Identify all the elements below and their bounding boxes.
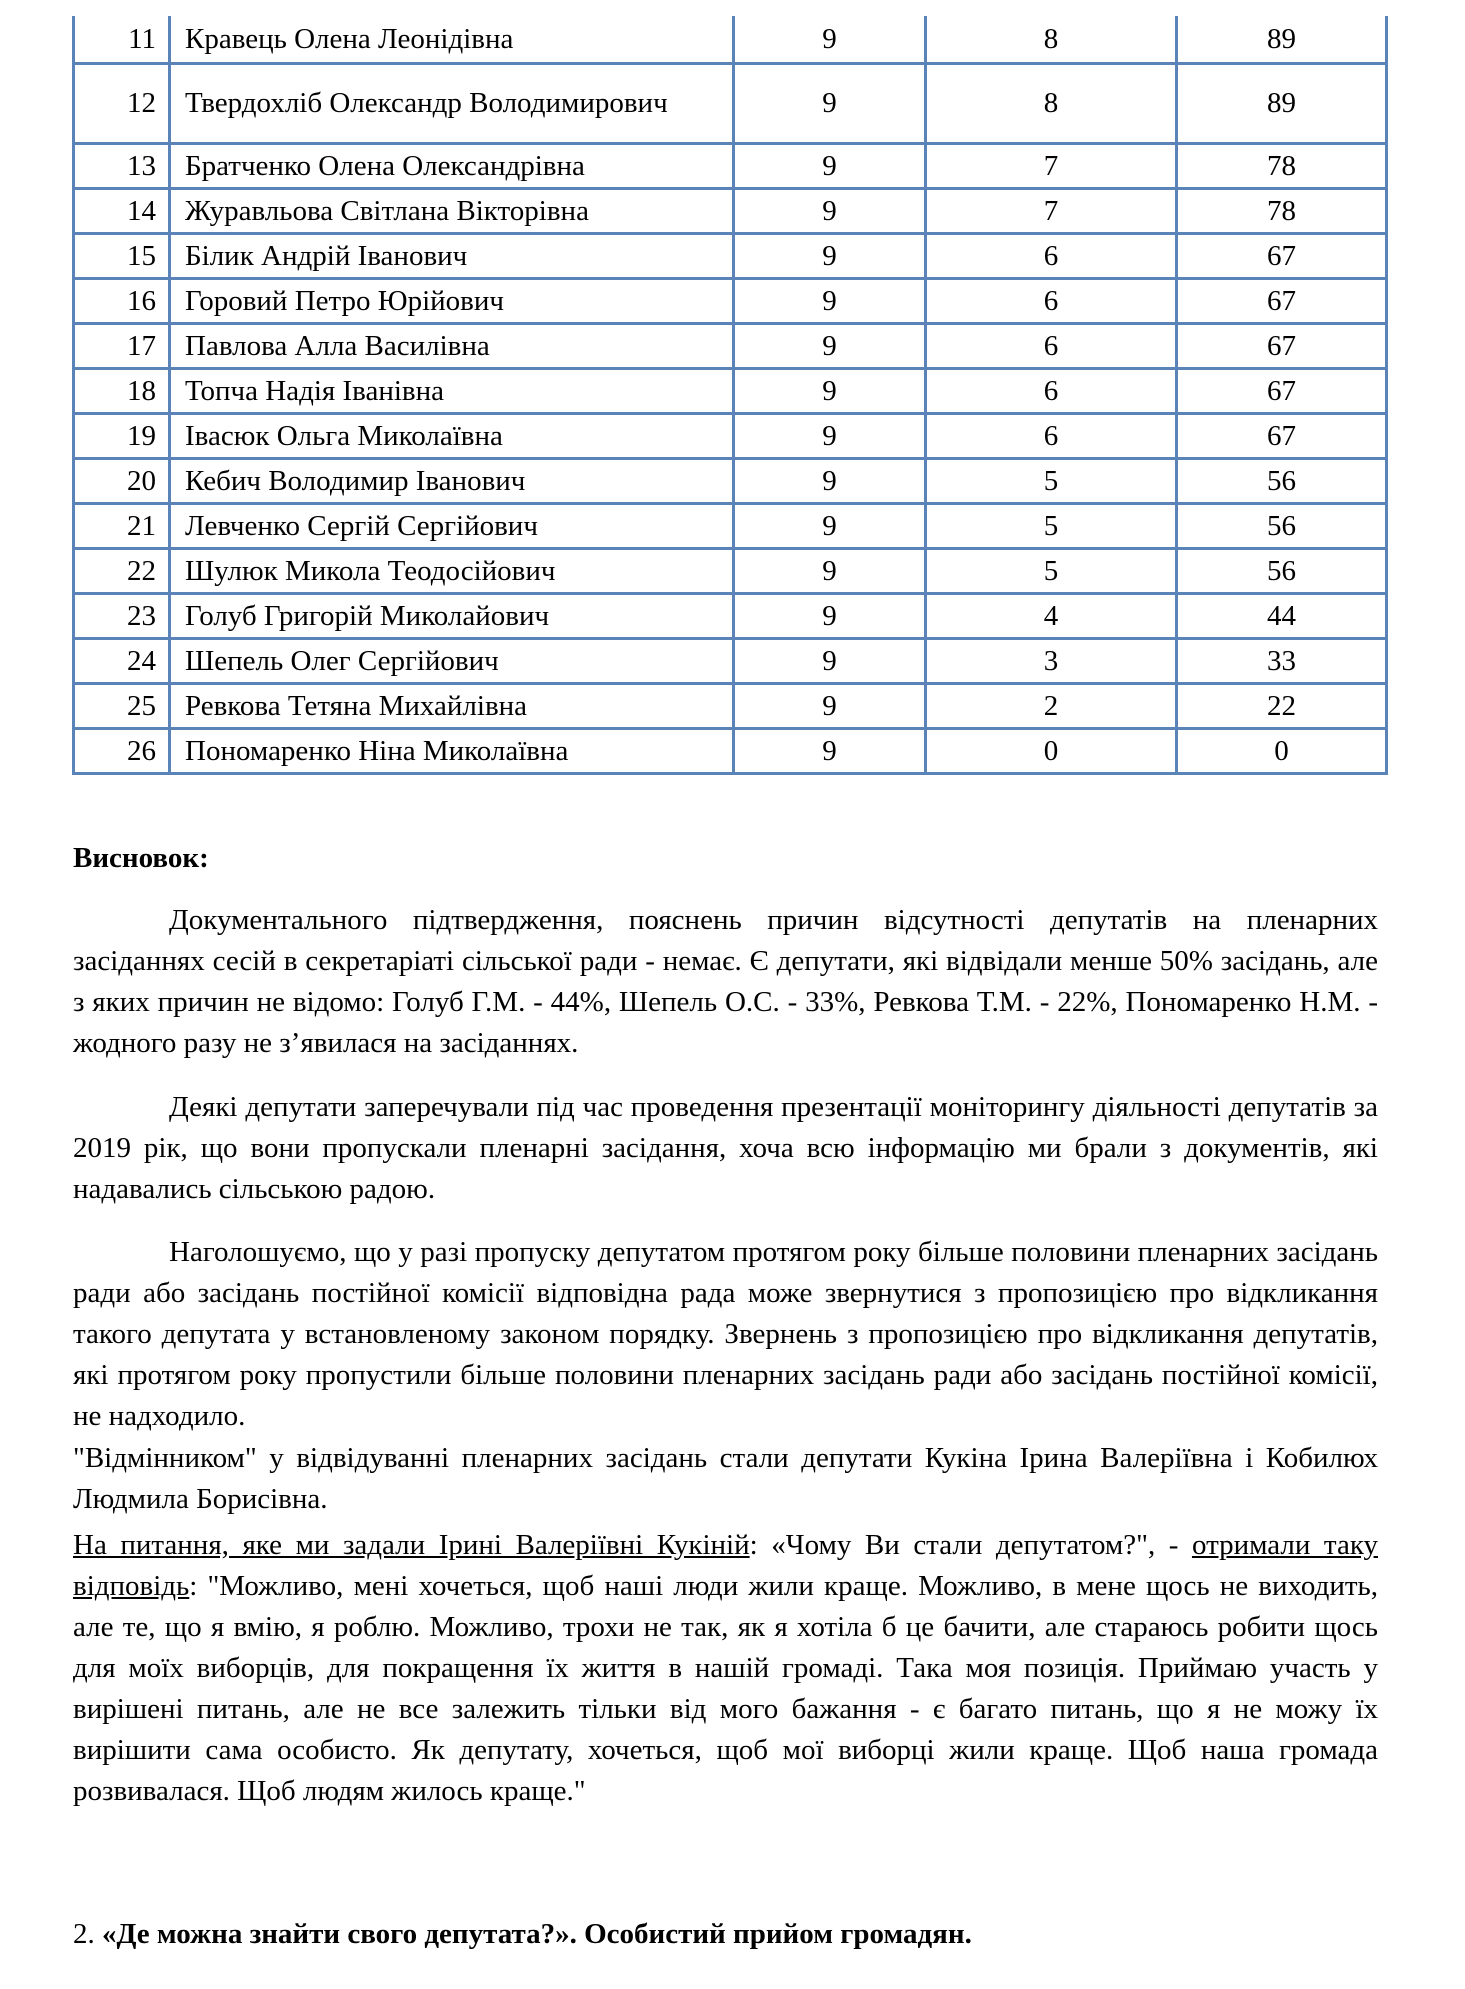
attendance-percent-cell: 67 — [1177, 278, 1387, 323]
total-sessions-cell: 9 — [734, 323, 926, 368]
deputy-name-cell: Братченко Олена Олександрівна — [170, 143, 734, 188]
total-sessions-cell: 9 — [734, 278, 926, 323]
attended-sessions-cell: 3 — [926, 638, 1177, 683]
deputy-name-cell: Шепель Олег Сергійович — [170, 638, 734, 683]
attendance-percent-cell: 56 — [1177, 458, 1387, 503]
total-sessions-cell: 9 — [734, 143, 926, 188]
total-sessions-cell: 9 — [734, 548, 926, 593]
section-2-title: «Де можна знайти свого депутата?». Особистий прийом громадян. — [102, 1918, 972, 1950]
attendance-percent-cell: 89 — [1177, 16, 1387, 63]
table-row — [74, 63, 1387, 143]
row-number-cell: 23 — [74, 593, 170, 638]
attendance-percent-cell: 22 — [1177, 683, 1387, 728]
table-row — [74, 728, 1387, 773]
attendance-percent-cell: 78 — [1177, 143, 1387, 188]
total-sessions-cell: 9 — [734, 16, 926, 63]
answer-text: : "Можливо, мені хочеться, щоб наші люди жили краще. Можливо, в мене щось не виходить, але те, що я вмію, я роблю. Можливо, трохи не так, як я хотіла б це бачити, але стараюсь робити щось для моїх виборців, для покращення їх життя в нашій громаді. Така моя позиція. Приймаю участь у вирішені питань, але не все залежить тільки від мого бажання - є багато питань, що я не можу їх вирішити сама особисто. Як депутату, хочеться, щоб мої виборці жили краще. Щоб наша громада розвивалася. Щоб людям жилось краще." — [73, 1570, 1378, 1807]
row-number-cell: 24 — [74, 638, 170, 683]
row-number-cell: 15 — [74, 233, 170, 278]
total-sessions-cell: 9 — [734, 593, 926, 638]
conclusion-paragraph-3: Наголошуємо, що у разі пропуску депутатом протягом року більше половини пленарних засідань ради або засідань постійної комісії відповідна рада може звернутися з пропозицією про відкликання такого депутата у встановленому законом порядку. Звернень з пропозицією про відкликання депутатів, які протягом року пропустили більше половини пленарних засідань ради або засідань постійної комісії, не надходило. — [73, 1236, 1378, 1432]
deputy-name-cell: Кебич Володимир Іванович — [170, 458, 734, 503]
deputy-name-cell: Твердохліб Олександр Володимирович — [170, 63, 734, 143]
total-sessions-cell: 9 — [734, 503, 926, 548]
attendance-table — [72, 16, 1388, 775]
attendance-percent-cell: 67 — [1177, 368, 1387, 413]
deputy-name-cell: Журавльова Світлана Вікторівна — [170, 188, 734, 233]
attended-sessions-cell: 6 — [926, 278, 1177, 323]
attendance-percent-cell: 89 — [1177, 63, 1387, 143]
row-number-cell: 21 — [74, 503, 170, 548]
table-row — [74, 503, 1387, 548]
conclusion-heading: Висновок: — [73, 842, 209, 874]
row-number-cell: 12 — [74, 63, 170, 143]
conclusion-paragraph-4: "Відмінником" у відвідуванні пленарних засідань стали депутати Кукіна Ірина Валеріївна і Кобилюх Людмила Борисівна. — [73, 1442, 1378, 1515]
table-row — [74, 188, 1387, 233]
table-row — [74, 143, 1387, 188]
conclusion-paragraph-2: Деякі депутати заперечували під час проведення презентації моніторингу діяльності депутатів за 2019 рік, що вони пропускали пленарні засідання, хоча всю інформацію ми брали з документів, які надавались сільською радою. — [73, 1091, 1378, 1205]
deputy-name-cell: Левченко Сергій Сергійович — [170, 503, 734, 548]
attendance-table-body — [74, 16, 1387, 773]
attended-sessions-cell: 2 — [926, 683, 1177, 728]
attended-sessions-cell: 4 — [926, 593, 1177, 638]
attendance-percent-cell: 67 — [1177, 323, 1387, 368]
deputy-name-cell: Шулюк Микола Теодосійович — [170, 548, 734, 593]
row-number-cell: 11 — [74, 16, 170, 63]
total-sessions-cell: 9 — [734, 728, 926, 773]
total-sessions-cell: 9 — [734, 638, 926, 683]
row-number-cell: 26 — [74, 728, 170, 773]
total-sessions-cell: 9 — [734, 368, 926, 413]
row-number-cell: 14 — [74, 188, 170, 233]
row-number-cell: 13 — [74, 143, 170, 188]
deputy-name-cell: Ревкова Тетяна Михайлівна — [170, 683, 734, 728]
attendance-percent-cell: 44 — [1177, 593, 1387, 638]
interview-paragraph — [73, 1525, 1378, 1812]
attended-sessions-cell: 6 — [926, 413, 1177, 458]
attended-sessions-cell: 6 — [926, 323, 1177, 368]
attended-sessions-cell: 5 — [926, 458, 1177, 503]
attended-sessions-cell: 6 — [926, 233, 1177, 278]
deputy-name-cell: Горовий Петро Юрійович — [170, 278, 734, 323]
attended-sessions-cell: 8 — [926, 16, 1177, 63]
attendance-percent-cell: 56 — [1177, 548, 1387, 593]
table-row — [74, 458, 1387, 503]
total-sessions-cell: 9 — [734, 458, 926, 503]
total-sessions-cell: 9 — [734, 233, 926, 278]
answer-label: отримали таку відповідь — [73, 1529, 1379, 1602]
row-number-cell: 25 — [74, 683, 170, 728]
attended-sessions-cell: 6 — [926, 368, 1177, 413]
row-number-cell: 17 — [74, 323, 170, 368]
attended-sessions-cell: 5 — [926, 548, 1177, 593]
row-number-cell: 20 — [74, 458, 170, 503]
attended-sessions-cell: 8 — [926, 63, 1177, 143]
total-sessions-cell: 9 — [734, 683, 926, 728]
question-text: : «Чому Ви стали депутатом?", - — [749, 1529, 1192, 1561]
attendance-percent-cell: 67 — [1177, 233, 1387, 278]
table-row — [74, 16, 1387, 63]
attendance-percent-cell: 78 — [1177, 188, 1387, 233]
attendance-percent-cell: 56 — [1177, 503, 1387, 548]
row-number-cell: 16 — [74, 278, 170, 323]
table-row — [74, 638, 1387, 683]
table-row — [74, 278, 1387, 323]
table-row — [74, 593, 1387, 638]
deputy-name-cell: Топча Надія Іванівна — [170, 368, 734, 413]
table-row — [74, 368, 1387, 413]
row-number-cell: 18 — [74, 368, 170, 413]
table-row — [74, 323, 1387, 368]
attended-sessions-cell: 5 — [926, 503, 1177, 548]
row-number-cell: 19 — [74, 413, 170, 458]
deputy-name-cell: Пономаренко Ніна Миколаївна — [170, 728, 734, 773]
table-row — [74, 233, 1387, 278]
deputy-name-cell: Білик Андрій Іванович — [170, 233, 734, 278]
total-sessions-cell: 9 — [734, 188, 926, 233]
row-number-cell: 22 — [74, 548, 170, 593]
attendance-percent-cell: 33 — [1177, 638, 1387, 683]
deputy-name-cell: Кравець Олена Леонідівна — [170, 16, 734, 63]
table-row — [74, 683, 1387, 728]
total-sessions-cell: 9 — [734, 413, 926, 458]
conclusion-paragraph-1: Документального підтвердження, пояснень причин відсутності депутатів на пленарних засіданнях сесій в секретаріаті сільської ради - немає. Є депутати, які відвідали менше 50% засідань, але з яких причин не відомо: Голуб Г.М. - 44%, Шепель О.С. - 33%, Ревкова Т.М. - 22%, Пономаренко Н.М. - жодного разу не з’явилася на засіданнях. — [73, 904, 1378, 1059]
attended-sessions-cell: 7 — [926, 143, 1177, 188]
total-sessions-cell: 9 — [734, 63, 926, 143]
attendance-percent-cell: 0 — [1177, 728, 1387, 773]
attended-sessions-cell: 0 — [926, 728, 1177, 773]
deputy-name-cell: Голуб Григорій Миколайович — [170, 593, 734, 638]
attended-sessions-cell: 7 — [926, 188, 1177, 233]
table-row — [74, 413, 1387, 458]
question-label: На питання, яке ми задали Ірині Валеріївні Кукіній — [73, 1529, 750, 1561]
table-row — [74, 548, 1387, 593]
deputy-name-cell: Івасюк Ольга Миколаївна — [170, 413, 734, 458]
section-2-heading — [73, 1918, 972, 1951]
deputy-name-cell: Павлова Алла Василівна — [170, 323, 734, 368]
section-2-number: 2. — [73, 1918, 102, 1950]
attendance-percent-cell: 67 — [1177, 413, 1387, 458]
